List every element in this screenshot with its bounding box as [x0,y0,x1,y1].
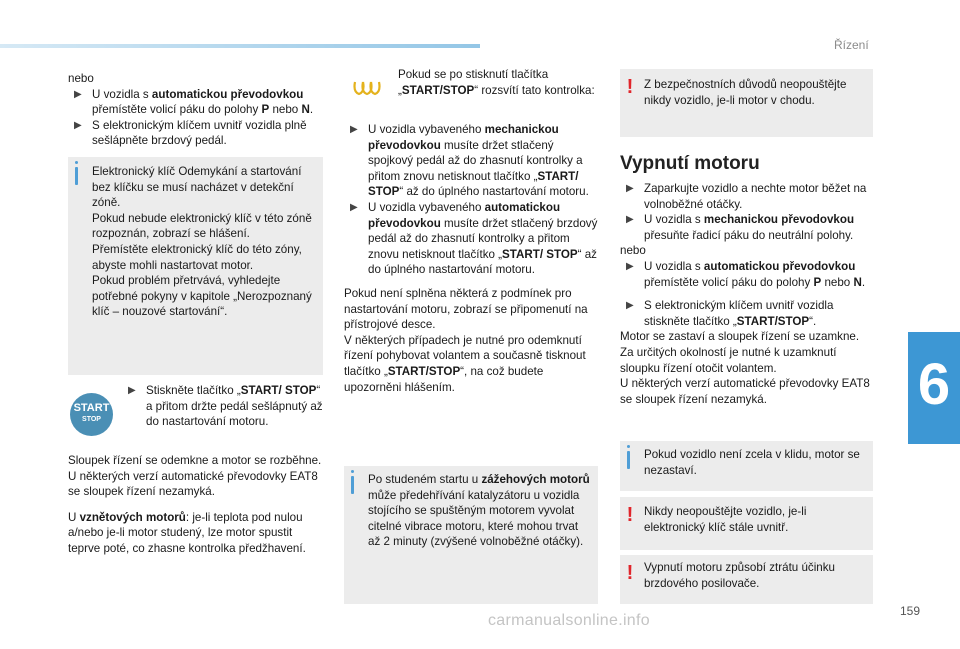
info-line: Pokud problém přetrvává, vyhledejte potřebné pokyny v kapitole „Nerozpoznaný klíč – nouzové startování“. [92,274,312,319]
start-instruction [122,383,328,430]
info-line: Přemístěte elektronický klíč do této zóny, abyste mohli nastartovat motor. [92,242,302,272]
bullet-arrow-icon: ▶ [128,385,136,396]
bullet-arrow-icon: ▶ [74,119,82,131]
warning-box-brake-booster: ! Vypnutí motoru způsobí ztrátu účinku brzdového posilovače. [620,555,873,604]
section-heading: Vypnutí motoru [620,153,760,174]
bullet-arrow-icon: ▶ [626,214,634,226]
warning-box-engine-running: ! Z bezpečnostních důvodů neopouštějte nikdy vozidlo, je-li motor v chodu. [620,69,873,137]
paragraph-diesel: U vznětových motorů: je-li teplota pod nulou a/nebo je-li motor studený, lze motor spustit teprve poté, co zhasne kontrolka předžhavení. [68,510,306,555]
page-number: 159 [899,604,920,618]
column-2-bullets [344,122,598,395]
warning-icon: ! [626,562,634,584]
info-icon [75,167,78,185]
bullet-automatic-gearbox: ▶ U vozidla s automatickou převodovkou přemístěte volicí páku do polohy P nebo N. [626,259,866,289]
paragraph: U některých verzí automatické převodovky EAT8 se sloupek řízení nezamyká. [620,377,870,406]
bullet-automatic-gearbox: ▶ U vozidla vybaveného automatickou převodovkou musíte držet stlačený brzdový pedál až do zhasnutí kontrolky a přitom znovu netisknout tlačítko „START/ STOP“ až do úplného nastartování motoru. [350,200,598,277]
bullet-arrow-icon: ▶ [74,88,82,100]
info-line: Elektronický klíč Odemykání a startování bez klíčku se musí nacházet v detekční zóně. [92,165,302,210]
glow-warning-intro: Pokud se po stisknutí tlačítka „START/STOP“ rozsvítí tato kontrolka: [398,68,595,97]
info-line: Pokud nebude elektronický klíč v této zóně rozpoznán, zobrazí se hlášení. [92,211,312,241]
chapter-title: Řízení [834,38,869,52]
chapter-number: 6 [917,352,951,417]
bullet-arrow-icon: ▶ [350,124,358,135]
start-stop-button-icon: START STOP [70,393,113,436]
bullet-arrow-icon: ▶ [626,300,634,312]
preheating-glow-plug-icon [352,78,382,98]
header-accent-bar [0,44,480,48]
bullet-brake-pedal: ▶ S elektronickým klíčem uvnitř vozidla plně sešlápněte brzdový pedál. [74,118,307,148]
info-box-cold-start: Po studeném startu u zážehových motorů může předehřívání katalyzátoru u vozidla stojícího se spuštěným motorem vyvolat citelné vibrace motoru, které mohou trvat až 2 minuty (zvýšené volnoběžné otáčky). [344,466,598,604]
bullet-press-stop: ▶ S elektronickým klíčem uvnitř vozidla stiskněte tlačítko „START/STOP“. [626,299,834,328]
paragraph: Sloupek řízení se odemkne a motor se rozběhne. [68,454,322,467]
bullet-manual-gearbox: ▶ U vozidla vybaveného mechanickou převodovkou musíte držet stlačený spojkový pedál až do zhasnutí kontrolky a přitom znovu netisknout tlačítko „START/ STOP“ až do úplného nastartování motoru. [350,123,589,199]
bullet-manual-gearbox: ▶ U vozidla s mechanickou převodovkou přesuňte řadicí páku do neutrální polohy. [626,213,855,242]
info-icon [627,451,630,469]
bullet-arrow-icon: ▶ [626,183,634,194]
or-label: nebo [620,244,646,258]
column-1-paragraphs [68,453,326,557]
warning-icon: ! [626,504,634,526]
paragraph: Motor se zastaví a sloupek řízení se uzamkne. [620,330,860,344]
bullet-arrow-icon: ▶ [350,201,358,213]
warning-box-key-inside: ! Nikdy neopouštějte vozidlo, je-li elektronický klíč stále uvnitř. [620,497,873,550]
watermark: carmanualsonline.info [488,612,650,629]
column-3-bullets [620,181,876,407]
bullet-automatic-gearbox: ▶ U vozidla s automatickou převodovkou přemístěte volicí páku do polohy P nebo N. [74,87,314,117]
bullet-park-idle: ▶ Zaparkujte vozidlo a nechte motor běžet na volnoběžné otáčky. [626,182,867,211]
bullet-arrow-icon: ▶ [626,260,634,272]
info-box-electronic-key [68,157,323,375]
info-icon [351,476,354,494]
bullet-press-start: ▶ Stiskněte tlačítko „START/ STOP“ a přitom držte pedál sešlápnutý až do nastartování motoru. [128,384,323,429]
chapter-tab[interactable] [908,332,960,444]
paragraph-steering-unlock: V některých případech je nutné pro odemknutí řízení pohybovat volantem a současně tisknout tlačítko „START/STOP“, na což budete upozorněni hlášením. [344,333,586,394]
warning-icon: ! [626,76,634,98]
or-label: nebo [68,72,94,85]
column-1 [68,71,328,149]
paragraph: Pokud není splněna některá z podmínek pro nastartování motoru, zobrazí se připomenutí na přístrojové desce. [344,286,588,332]
paragraph: Za určitých okolností je nutné k uzamknutí sloupku řízení otočit volantem. [620,345,837,375]
info-box-not-stationary: Pokud vozidlo není zcela v klidu, motor se nezastaví. [620,441,873,491]
paragraph: U některých verzí automatické převodovky EAT8 se sloupek řízení nezamyká. [68,469,318,499]
